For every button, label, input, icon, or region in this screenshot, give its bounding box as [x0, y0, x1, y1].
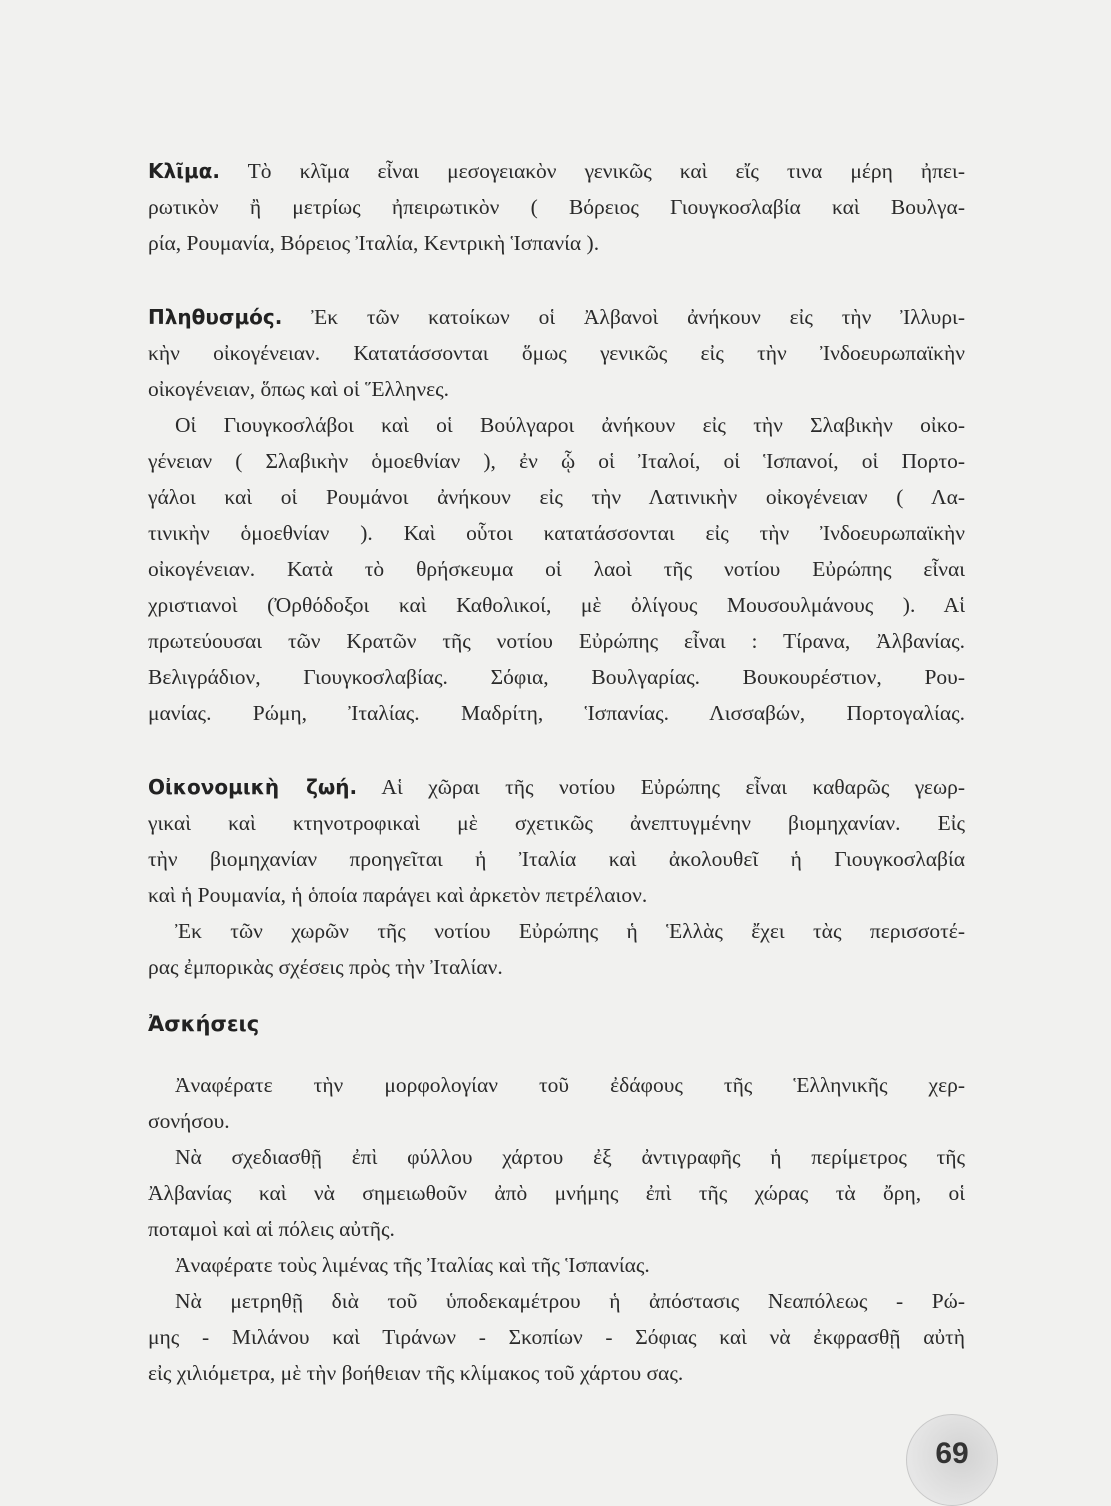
exercise-line-9: εἰς χιλιόμετρα, μὲ τὴν βοήθειαν τῆς κλίμακος τοῦ χάρτου σας. [148, 1361, 684, 1385]
oikonomiki-heading: Οἰκονομικὴ ζωή. [148, 775, 358, 799]
text: Τὸ κλῖμα εἶναι μεσογειακὸν γενικῶς καὶ εἴς τινα μέρη ἠπει- [220, 159, 965, 183]
exercise-line-8: μης - Μιλάνου καὶ Τιράνων - Σκοπίων - Σόφιας καὶ νὰ ἐκφρασθῇ αὐτὴ [148, 1325, 965, 1349]
exercises-heading: Ἀσκήσεις [148, 1012, 260, 1036]
oikonomiki-line-2: γικαὶ καὶ κτηνοτροφικαὶ μὲ σχετικῶς ἀνεπτυγμένην βιομηχανίαν. Εἰς [148, 811, 965, 835]
plithysmos-line-12: μανίας. Ρώμη, Ἰταλίας. Μαδρίτη, Ἱσπανίας. Λισσαβών, Πορτογαλίας. [148, 701, 965, 725]
plithysmos-line-3: οἰκογένειαν, ὅπως καὶ οἱ Ἕλληνες. [148, 377, 450, 401]
plithysmos-heading: Πληθυσμός. [148, 305, 283, 329]
plithysmos-line-2: κὴν οἰκογένειαν. Κατατάσσονται ὅμως γενικῶς εἰς τὴν Ἰνδοευρωπαϊκὴν [148, 341, 965, 365]
plithysmos-line-4: Οἱ Γιουγκοσλάβοι καὶ οἱ Βούλγαροι ἀνήκουν εἰς τὴν Σλαβικὴν οἰκο- [175, 413, 965, 437]
oikonomiki-line-5: Ἐκ τῶν χωρῶν τῆς νοτίου Εὐρώπης ἡ Ἑλλὰς ἔχει τὰς περισσοτέ- [175, 919, 965, 943]
plithysmos-line-8: οἰκογένειαν. Κατὰ τὸ θρήσκευμα οἱ λαοὶ τῆς νοτίου Εὐρώπης εἶναι [148, 557, 965, 581]
exercise-line-5: ποταμοὶ καὶ αἱ πόλεις αὐτῆς. [148, 1217, 395, 1241]
oikonomiki-line-1 [148, 772, 965, 802]
plithysmos-line-5: γένειαν ( Σλαβικὴν ὁμοεθνίαν ), ἐν ᾧ οἱ Ἰταλοί, οἱ Ἱσπανοί, οἱ Πορτο- [148, 449, 965, 473]
plithysmos-line-11: Βελιγράδιον, Γιουγκοσλαβίας. Σόφια, Βουλγαρίας. Βουκουρέστιον, Ρου- [148, 665, 965, 689]
text: Αἱ χῶραι τῆς νοτίου Εὐρώπης εἶναι καθαρῶς γεωρ- [357, 775, 966, 799]
klima-line-3: ρία, Ρουμανία, Βόρειος Ἰταλία, Κεντρικὴ Ἱσπανία ). [148, 231, 600, 255]
klima-line-1 [148, 156, 965, 186]
plithysmos-line-6: γάλοι καὶ οἱ Ρουμάνοι ἀνήκουν εἰς τὴν Λατινικὴν οἰκογένειαν ( Λα- [148, 485, 965, 509]
plithysmos-line-7: τινικὴν ὁμοεθνίαν ). Καὶ οὗτοι κατατάσσονται εἰς τὴν Ἰνδοευρωπαϊκὴν [148, 521, 965, 545]
klima-heading: Κλῖμα. [148, 159, 221, 183]
klima-line-2: ρωτικὸν ἢ μετρίως ἠπειρωτικὸν ( Βόρειος Γιουγκοσλαβία καὶ Βουλγα- [148, 195, 965, 219]
oikonomiki-line-4: καὶ ἡ Ρουμανία, ἡ ὁποία παράγει καὶ ἀρκετὸν πετρέλαιον. [148, 883, 648, 907]
oikonomiki-line-3: τὴν βιομηχανίαν προηγεῖται ἡ Ἰταλία καὶ ἀκολουθεῖ ἡ Γιουγκοσλαβία [148, 847, 965, 871]
exercise-line-1: Ἀναφέρατε τὴν μορφολογίαν τοῦ ἐδάφους τῆς Ἑλληνικῆς χερ- [175, 1073, 965, 1097]
plithysmos-line-1 [148, 302, 965, 332]
oikonomiki-line-6: ρας ἐμπορικὰς σχέσεις πρὸς τὴν Ἰταλίαν. [148, 955, 503, 979]
plithysmos-line-10: πρωτεύουσαι τῶν Κρατῶν τῆς νοτίου Εὐρώπης εἶναι : Τίρανα, Ἀλβανίας. [148, 629, 965, 653]
exercise-line-7: Νὰ μετρηθῇ διὰ τοῦ ὑποδεκαμέτρου ἡ ἀπόστασις Νεαπόλεως - Ρώ- [175, 1289, 965, 1313]
page-number: 69 [935, 1437, 969, 1470]
exercise-line-4: Ἀλβανίας καὶ νὰ σημειωθοῦν ἀπὸ μνήμης ἐπὶ τῆς χώρας τὰ ὄρη, οἱ [148, 1181, 965, 1205]
exercise-line-6: Ἀναφέρατε τοὺς λιμένας τῆς Ἰταλίας καὶ τῆς Ἱσπανίας. [175, 1253, 650, 1277]
exercise-line-3: Νὰ σχεδιασθῇ ἐπὶ φύλλου χάρτου ἐξ ἀντιγραφῆς ἡ περίμετρος τῆς [175, 1145, 965, 1169]
exercise-line-2: σονήσου. [148, 1109, 230, 1133]
plithysmos-line-9: χριστιανοὶ (Ὀρθόδοξοι καὶ Καθολικοί, μὲ ὀλίγους Μουσουλμάνους ). Αἱ [148, 593, 965, 617]
globe-icon [906, 1414, 998, 1506]
text: Ἐκ τῶν κατοίκων οἱ Ἀλβανοὶ ἀνήκουν εἰς τὴν Ἰλλυρι- [282, 305, 965, 329]
